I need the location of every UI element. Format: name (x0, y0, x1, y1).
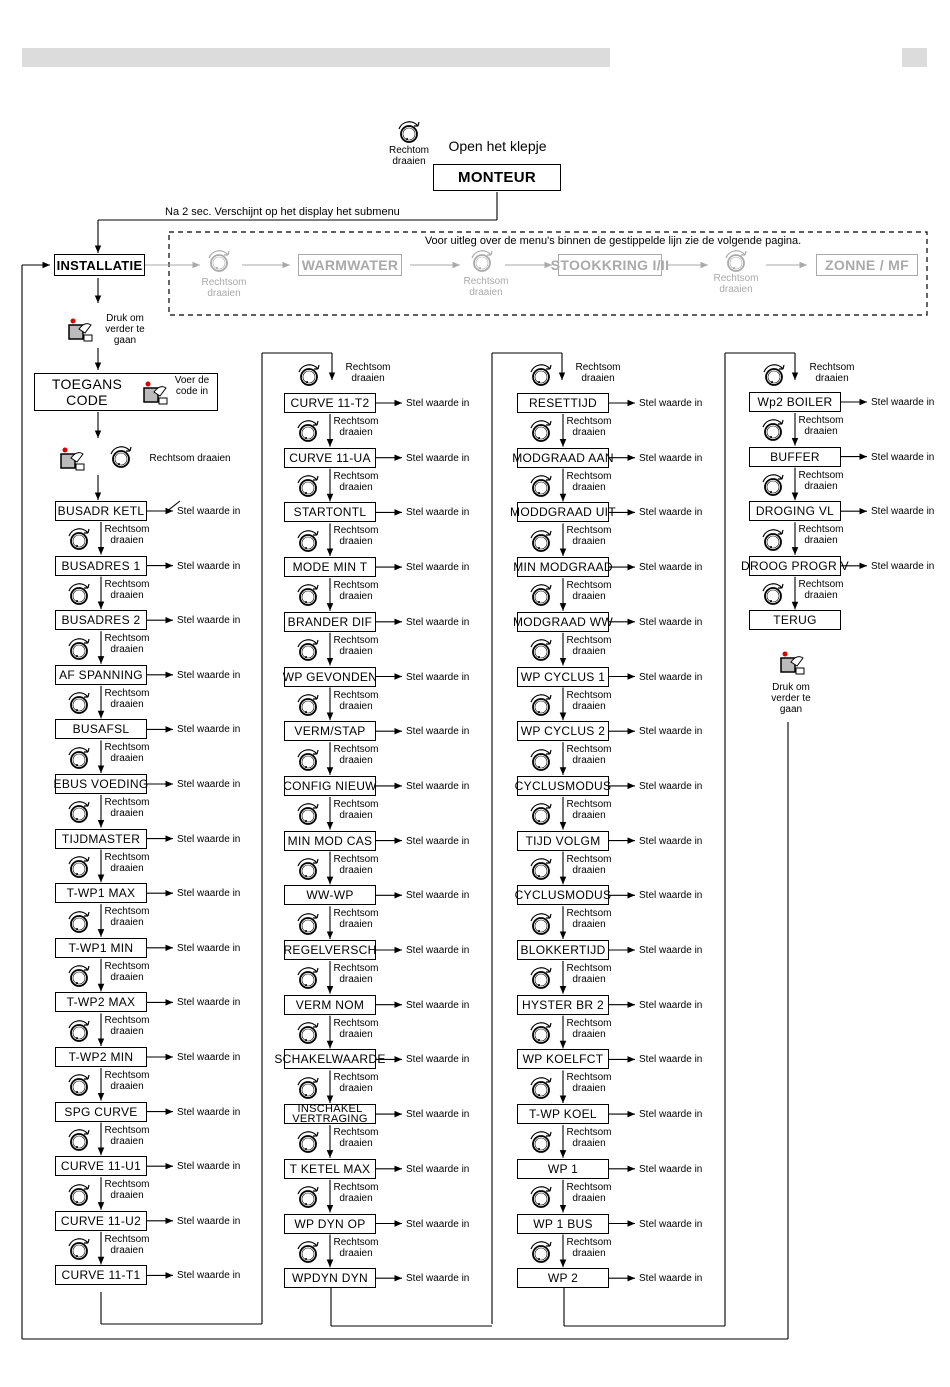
menu-item-box: DROGING VL (749, 501, 841, 521)
druk-om-label: Druk om (772, 682, 810, 693)
knob-icon (528, 529, 554, 555)
knob-icon (528, 1076, 554, 1102)
menu-item-box: WP 2 (517, 1268, 609, 1288)
menu-item-box: VERM/STAP (284, 721, 376, 741)
menu-item-box: WP CYCLUS 1 (517, 667, 609, 687)
stel-waarde-in-label: Stel waarde in (406, 1273, 470, 1285)
menu-item-box: SCHAKELWAARDE (284, 1049, 376, 1069)
push-button-icon (65, 315, 95, 345)
menu-item-box: AF SPANNING (55, 665, 147, 685)
stel-waarde-in-label: Stel waarde in (639, 507, 703, 519)
rechtsom-draaien-label: Rechtsom draaien (566, 853, 612, 876)
rechtsom-draaien-label: Rechtsom draaien (333, 525, 379, 548)
knob-icon (723, 249, 749, 275)
menu-item-box: MIN MOD CAS (284, 831, 376, 851)
stel-waarde-in-label: Stel waarde in (406, 1163, 470, 1175)
knob-icon (528, 912, 554, 938)
knob-icon (66, 964, 92, 990)
rechtsom-draaien-label: Rechtsom draaien (333, 416, 379, 438)
menu-item-box: CURVE 11-T1 (55, 1265, 147, 1285)
stel-waarde-in-label: Stel waarde in (406, 890, 470, 902)
knob-icon (66, 800, 92, 826)
stel-waarde-in-label: Stel waarde in (406, 945, 470, 956)
rechtsom-draaien-label: Rechtsom draaien (104, 1070, 150, 1092)
menu-item-box: CURVE 11-U2 (55, 1211, 147, 1231)
stel-waarde-in-label: Stel waarde in (639, 835, 703, 847)
rechtsom-draaien-label: Rechtsom draaien (566, 1181, 612, 1204)
druk-om-label: Druk om (106, 313, 144, 324)
menu-item-box: CURVE 11-UA (284, 448, 376, 468)
rechtsom-draaien-label: Rechtsom draaien (566, 525, 612, 548)
rechtsom-draaien-label: Rechtsom draaien (566, 798, 612, 821)
knob-icon (66, 582, 92, 608)
stel-waarde-in-label: Stel waarde in (406, 1054, 470, 1066)
stel-waarde-in-label: Stel waarde in (177, 506, 241, 517)
push-button-icon (777, 648, 807, 678)
menu-item-box: WW-WP (284, 885, 376, 905)
knob-icon (528, 638, 554, 664)
menu-item-box: BUFFER (749, 447, 841, 467)
menu-item-box: CYCLUSMODUS (517, 885, 609, 905)
knob-icon (66, 855, 92, 881)
rechtsom-draaien-label: Rechtsom draaien (149, 453, 231, 464)
stel-waarde-in-label: Stel waarde in (177, 669, 241, 681)
stel-waarde-in-label: Stel waarde in (639, 671, 703, 683)
menu-item-box: WPDYN DYN (284, 1268, 376, 1288)
stel-waarde-in-label: Stel waarde in (639, 1054, 703, 1066)
knob-icon (66, 527, 92, 553)
rechtsom-draaien-label: Rechtsom draaien (345, 362, 391, 384)
rechtsom-draaien-label: Rechtsom draaien (104, 906, 150, 929)
knob-icon (528, 1130, 554, 1156)
knob-icon (295, 1130, 321, 1156)
rechtsom-draaien-label: Rechtsom draaien (333, 634, 379, 657)
rechtsom-draaien-label: Rechtsom draaien (104, 851, 150, 874)
rechtsom-draaien-label: Rechtsom draaien (713, 273, 759, 295)
menu-item-box: MIN MODGRAAD (517, 557, 609, 577)
menu-item-box: WP DYN OP (284, 1214, 376, 1234)
rechtsom-draaien-label: Rechtsom draaien (333, 1072, 379, 1095)
rechtsom-draaien-label: Rechtsom draaien (566, 634, 612, 657)
menu-item-box: MODDGRAAD UIT (517, 502, 609, 522)
rechtsom-draaien-label: Rechtsom draaien (463, 276, 509, 298)
menu-item-box: BUSAFSL (55, 719, 147, 739)
stel-waarde-in-label: Stel waarde in (639, 616, 703, 628)
menu-item-box: Wp2 BOILER (749, 392, 841, 412)
knob-icon (528, 474, 554, 500)
menu-item-box: WP KOELFCT (517, 1049, 609, 1069)
stel-waarde-in-label: Stel waarde in (406, 1218, 470, 1230)
menu-item-box: MODGRAAD AAN (517, 448, 609, 468)
rechtsom-draaien-label: Rechtsom draaien (566, 908, 612, 931)
knob-icon (66, 1128, 92, 1154)
rechtsom-draaien-label: Rechtsom draaien (566, 470, 612, 493)
rechtsom-draaien-label: Rechtsom draaien (798, 578, 844, 601)
knob-icon (66, 691, 92, 717)
rechtom-label: Rechtom (388, 145, 429, 156)
verder-te-label: verder te (771, 693, 811, 704)
rechtsom-draaien-label: Rechtsom draaien (566, 416, 612, 438)
rechtsom-draaien-label: Rechtsom draaien (201, 277, 247, 299)
submenu-caption: Na 2 sec. Verschijnt op het display het submenu (165, 206, 400, 218)
knob-icon (528, 1185, 554, 1211)
rechtsom-draaien-label: Rechtsom draaien (333, 1017, 379, 1040)
menu-item-box: INSCHAKEL VERTRAGING (284, 1104, 376, 1124)
knob-icon (108, 445, 134, 471)
rechtsom-draaien-label: Rechtsom draaien (104, 1015, 150, 1038)
rechtsom-draaien-label: Rechtsom draaien (104, 687, 150, 710)
knob-icon (528, 1240, 554, 1266)
knob-icon (295, 1185, 321, 1211)
menu-item-box: WP 1 BUS (517, 1214, 609, 1234)
stel-waarde-in-label: Stel waarde in (639, 1163, 703, 1175)
rechtsom-draaien-label: Rechtsom draaien (333, 470, 379, 493)
knob-icon (760, 418, 786, 444)
knob-icon (295, 748, 321, 774)
knob-icon (295, 419, 321, 445)
menu-item-box: CYCLUSMODUS (517, 776, 609, 796)
knob-icon (528, 857, 554, 883)
menu-item-box: T KETEL MAX (284, 1159, 376, 1179)
menu-item-box: TERUG (749, 610, 841, 630)
knob-icon (295, 966, 321, 992)
knob-icon (206, 249, 232, 275)
knob-icon (528, 363, 554, 389)
stel-waarde-in-label: Stel waarde in (639, 1273, 703, 1285)
rechtsom-draaien-label: Rechtsom draaien (333, 1236, 379, 1259)
stel-waarde-in-label: Stel waarde in (177, 615, 241, 627)
rechtsom-draaien-label: Rechtsom draaien (566, 689, 612, 712)
menu-item-box: WP GEVONDEN (284, 667, 376, 687)
rechtsom-draaien-label: Rechtsom draaien (104, 524, 150, 546)
stel-waarde-in-label: Stel waarde in (177, 724, 241, 736)
knob-icon (295, 474, 321, 500)
stel-waarde-in-label: Stel waarde in (871, 506, 935, 518)
stel-waarde-in-label: Stel waarde in (177, 833, 241, 845)
menu-item-box: DROOG PROGR V (749, 556, 841, 576)
knob-icon (66, 1073, 92, 1099)
knob-icon (295, 1021, 321, 1047)
menu-item-box: CONFIG NIEUW (284, 776, 376, 796)
knob-icon (295, 802, 321, 828)
open-klepje-label: Open het klepje (448, 138, 547, 154)
menu-item-box: BLOKKERTIJD (517, 940, 609, 960)
knob-icon (528, 693, 554, 719)
stookkring-box: STOOKKRING I/II (558, 254, 662, 276)
knob-icon (66, 637, 92, 663)
rechtsom-draaien-label: Rechtsom draaien (575, 362, 621, 384)
menu-item-box: T-WP KOEL (517, 1104, 609, 1124)
rechtsom-draaien-label: Rechtsom draaien (333, 908, 379, 931)
menu-item-box: REGELVERSCH (284, 940, 376, 960)
knob-icon (295, 529, 321, 555)
knob-icon (760, 473, 786, 499)
knob-icon (66, 1237, 92, 1263)
menu-item-box: WP CYCLUS 2 (517, 721, 609, 741)
rechtsom-draaien-label: Rechtsom draaien (566, 744, 612, 767)
menu-item-box: RESETTIJD (517, 393, 609, 413)
stel-waarde-in-label: Stel waarde in (871, 451, 935, 463)
menu-item-box: WP 1 (517, 1159, 609, 1179)
rechtsom-draaien-label: Rechtsom draaien (566, 963, 612, 985)
stel-waarde-in-label: Stel waarde in (406, 835, 470, 847)
rechtsom-draaien-label: Rechtsom draaien (798, 469, 844, 492)
stel-waarde-in-label: Stel waarde in (406, 398, 470, 409)
knob-icon (295, 857, 321, 883)
toegangscode-label: TOEGANS CODE (51, 376, 123, 408)
knob-icon (760, 582, 786, 608)
knob-icon (760, 528, 786, 554)
stel-waarde-in-label: Stel waarde in (177, 1052, 241, 1063)
stel-waarde-in-label: Stel waarde in (406, 616, 470, 628)
stel-waarde-in-label: Stel waarde in (177, 997, 241, 1009)
stel-waarde-in-label: Stel waarde in (639, 398, 703, 409)
gaan-label: gaan (113, 335, 137, 346)
stel-waarde-in-label: Stel waarde in (406, 452, 470, 464)
code-in-label: code in (175, 386, 209, 397)
knob-icon (66, 910, 92, 936)
stel-waarde-in-label: Stel waarde in (639, 452, 703, 464)
knob-icon (396, 120, 422, 146)
stel-waarde-in-label: Stel waarde in (639, 999, 703, 1011)
warmwater-box: WARMWATER (298, 254, 402, 276)
rechtsom-draaien-label: Rechtsom draaien (104, 1124, 150, 1147)
rechtsom-draaien-label: Rechtsom draaien (333, 963, 379, 985)
menu-item-box: VERM NOM (284, 995, 376, 1015)
rechtsom-draaien-label: Rechtsom draaien (104, 1179, 150, 1202)
rechtsom-draaien-label: Rechtsom draaien (333, 689, 379, 712)
knob-icon (66, 746, 92, 772)
draaien-label: draaien (392, 156, 426, 167)
rechtsom-draaien-label: Rechtsom draaien (566, 1072, 612, 1095)
stel-waarde-in-label: Stel waarde in (177, 942, 241, 954)
stel-waarde-in-label: Stel waarde in (406, 1109, 470, 1121)
rechtsom-draaien-label: Rechtsom draaien (566, 1017, 612, 1040)
stel-waarde-in-label: Stel waarde in (406, 999, 470, 1011)
menu-item-box: CURVE 11-U1 (55, 1156, 147, 1176)
knob-icon (528, 966, 554, 992)
stel-waarde-in-label: Stel waarde in (177, 1161, 241, 1173)
knob-icon (295, 912, 321, 938)
rechtsom-draaien-label: Rechtsom draaien (809, 362, 855, 384)
rechtsom-draaien-label: Rechtsom draaien (104, 742, 150, 765)
stel-waarde-in-label: Stel waarde in (639, 1109, 703, 1121)
knob-icon (66, 1019, 92, 1045)
zonne-mf-box: ZONNE / MF (816, 254, 918, 276)
menu-item-box: TIJD VOLGM (517, 831, 609, 851)
stel-waarde-in-label: Stel waarde in (406, 562, 470, 574)
rechtsom-draaien-label: Rechtsom draaien (104, 578, 150, 601)
stel-waarde-in-label: Stel waarde in (871, 560, 935, 572)
monteur-box: MONTEUR (433, 164, 561, 191)
menu-item-box: HYSTER BR 2 (517, 995, 609, 1015)
stel-waarde-in-label: Stel waarde in (406, 780, 470, 792)
menu-item-box: BUSADRES 1 (55, 556, 147, 576)
menu-item-box: T-WP1 MAX (55, 883, 147, 903)
stel-waarde-in-label: Stel waarde in (639, 726, 703, 738)
knob-icon (295, 638, 321, 664)
installatie-box: INSTALLATIE (54, 254, 145, 276)
knob-icon (528, 419, 554, 445)
voer-de-label: Voer de (174, 375, 210, 386)
knob-icon (295, 583, 321, 609)
rechtsom-draaien-label: Rechtsom draaien (566, 1236, 612, 1259)
knob-icon (528, 1021, 554, 1047)
stel-waarde-in-label: Stel waarde in (639, 890, 703, 902)
menu-item-box: SPG CURVE (55, 1102, 147, 1122)
menu-item-box: BRANDER DIF (284, 612, 376, 632)
stel-waarde-in-label: Stel waarde in (177, 779, 241, 790)
push-button-icon (140, 378, 170, 408)
knob-icon (295, 1240, 321, 1266)
stel-waarde-in-label: Stel waarde in (871, 397, 935, 408)
knob-icon (528, 583, 554, 609)
rechtsom-draaien-label: Rechtsom draaien (566, 1127, 612, 1150)
menu-item-box: TIJDMASTER (55, 829, 147, 849)
menu-item-box: MODGRAAD WW (517, 612, 609, 632)
stel-waarde-in-label: Stel waarde in (639, 780, 703, 792)
stel-waarde-in-label: Stel waarde in (177, 560, 241, 572)
stel-waarde-in-label: Stel waarde in (177, 1215, 241, 1227)
menu-item-box: BUSADRES 2 (55, 610, 147, 630)
rechtsom-draaien-label: Rechtsom draaien (104, 960, 150, 983)
rechtsom-draaien-label: Rechtsom draaien (104, 1233, 150, 1256)
push-button-icon (57, 444, 87, 474)
rechtsom-draaien-label: Rechtsom draaien (566, 580, 612, 603)
stel-waarde-in-label: Stel waarde in (406, 726, 470, 738)
stel-waarde-in-label: Stel waarde in (639, 945, 703, 956)
menu-item-box: T-WP2 MAX (55, 992, 147, 1012)
verder-te-label: verder te (105, 324, 145, 335)
menu-item-box: MODE MIN T (284, 557, 376, 577)
stel-waarde-in-label: Stel waarde in (177, 1270, 241, 1282)
stel-waarde-in-label: Stel waarde in (639, 562, 703, 574)
menu-item-box: BUSADR KETL (55, 501, 147, 521)
knob-icon (66, 1183, 92, 1209)
stel-waarde-in-label: Stel waarde in (406, 671, 470, 683)
rechtsom-draaien-label: Rechtsom draaien (104, 633, 150, 656)
menu-item-box: T-WP1 MIN (55, 938, 147, 958)
rechtsom-draaien-label: Rechtsom draaien (798, 524, 844, 547)
knob-icon (528, 802, 554, 828)
rechtsom-draaien-label: Rechtsom draaien (333, 580, 379, 603)
knob-icon (528, 748, 554, 774)
rechtsom-draaien-label: Rechtsom draaien (333, 853, 379, 876)
menu-item-box: EBUS VOEDING (55, 774, 147, 794)
rechtsom-draaien-label: Rechtsom draaien (104, 797, 150, 819)
knob-icon (296, 363, 322, 389)
knob-icon (761, 363, 787, 389)
knob-icon (295, 693, 321, 719)
rechtsom-draaien-label: Rechtsom draaien (333, 744, 379, 767)
rechtsom-draaien-label: Rechtsom draaien (333, 798, 379, 821)
stel-waarde-in-label: Stel waarde in (177, 1106, 241, 1118)
knob-icon (469, 249, 495, 275)
rechtsom-draaien-label: Rechtsom draaien (333, 1127, 379, 1150)
rechtsom-draaien-label: Rechtsom draaien (333, 1181, 379, 1204)
stel-waarde-in-label: Stel waarde in (639, 1218, 703, 1230)
stel-waarde-in-label: Stel waarde in (406, 507, 470, 519)
knob-icon (295, 1076, 321, 1102)
stel-waarde-in-label: Stel waarde in (177, 888, 241, 900)
uitleg-caption: Voor uitleg over de menu's binnen de gestippelde lijn zie de volgende pagina. (424, 235, 802, 247)
menu-item-box: T-WP2 MIN (55, 1047, 147, 1067)
menu-item-box: STARTONTL (284, 502, 376, 522)
gaan-label: gaan (779, 704, 803, 715)
menu-item-box: CURVE 11-T2 (284, 393, 376, 413)
rechtsom-draaien-label: Rechtsom draaien (798, 415, 844, 437)
